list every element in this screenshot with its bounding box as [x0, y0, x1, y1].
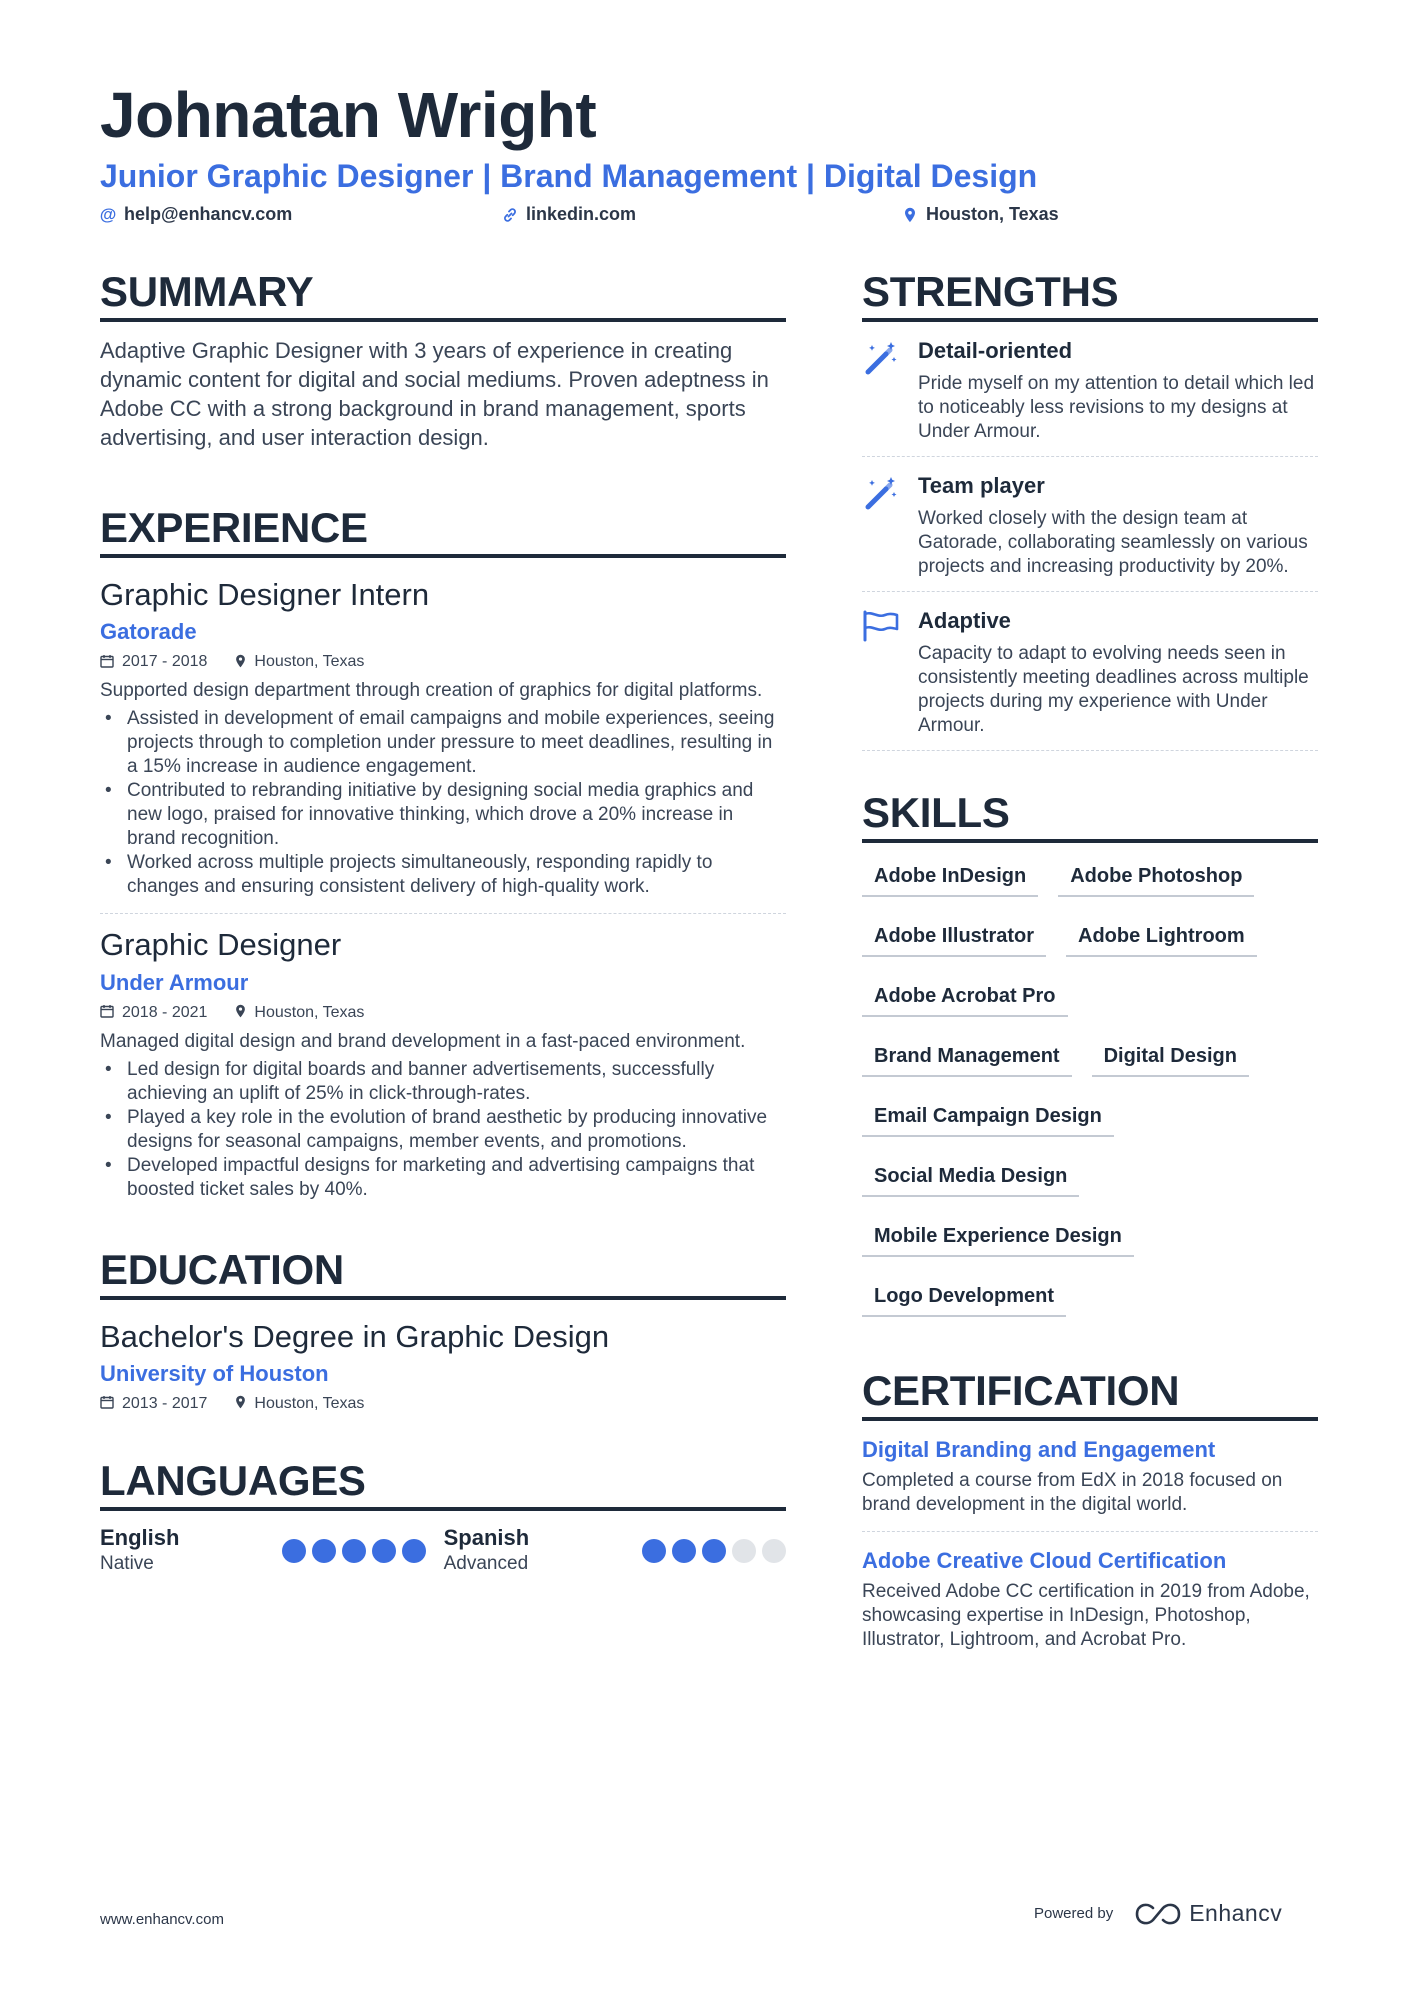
- left-column: [100, 270, 786, 1575]
- skill-tag: Social Media Design: [862, 1157, 1079, 1197]
- job-bullets: [100, 707, 786, 899]
- rating-dot-empty: [762, 1539, 786, 1563]
- job-bullet: • Contributed to rebranding initiative by designing social media graphics and new logo, praised for innovative thinking, which drove a 20% increase in brand recognition.: [100, 779, 786, 851]
- language-name: Spanish: [443, 1524, 530, 1550]
- calendar-icon: [100, 1395, 114, 1412]
- magic-wand-icon: [862, 473, 902, 579]
- job-entry: [100, 576, 786, 914]
- job-description: Managed digital design and brand development in a fast-paced environment.: [100, 1030, 746, 1052]
- language-level: Native: [100, 1552, 154, 1574]
- skill-tag: Email Campaign Design: [862, 1097, 1114, 1137]
- language-item: [100, 1525, 426, 1575]
- job-dates: 2018 - 2021: [122, 1003, 208, 1021]
- candidate-name: Johnatan Wright: [100, 79, 597, 151]
- strength-item: [862, 322, 1318, 457]
- education-location: Houston, Texas: [254, 1394, 365, 1412]
- strength-description: Pride myself on my attention to detail which led to noticeably less revisions to my designs at Under Armour.: [918, 373, 1315, 443]
- experience-heading: EXPERIENCE: [100, 506, 786, 558]
- map-pin-icon: [235, 1004, 246, 1021]
- contact-linkedin[interactable]: [502, 204, 636, 225]
- contact-email[interactable]: [100, 204, 292, 225]
- certification-title: Digital Branding and Engagement: [862, 1437, 1216, 1463]
- skills-heading: SKILLS: [862, 791, 1318, 843]
- skill-tag: Adobe Photoshop: [1058, 857, 1254, 897]
- magic-wand-icon: [862, 338, 902, 444]
- job-bullet: • Developed impactful designs for marketing and advertising campaigns that boosted ticket sales by 40%.: [100, 1154, 786, 1202]
- footer-brand: [1034, 1900, 1282, 1927]
- rating-dot-filled: [342, 1539, 366, 1563]
- job-company: Gatorade: [100, 619, 197, 645]
- education-dates: 2013 - 2017: [122, 1394, 208, 1412]
- education-school: University of Houston: [100, 1360, 329, 1386]
- calendar-icon: [100, 1004, 114, 1021]
- enhancv-logo-icon: [1135, 1902, 1181, 1926]
- job-location: Houston, Texas: [254, 653, 365, 671]
- contact-bar: [100, 204, 1100, 228]
- certification-description: Completed a course from EdX in 2018 focused on brand development in the digital world.: [862, 1470, 1283, 1516]
- strength-item: [862, 592, 1318, 751]
- certification-item: [862, 1532, 1318, 1666]
- footer-website[interactable]: www.enhancv.com: [100, 1911, 224, 1928]
- certification-heading: CERTIFICATION: [862, 1369, 1318, 1421]
- job-dates: 2017 - 2018: [122, 653, 208, 671]
- contact-location: [902, 204, 1059, 225]
- education-degree: Bachelor's Degree in Graphic Design: [100, 1318, 610, 1354]
- rating-dot-filled: [672, 1539, 696, 1563]
- skill-tag: Logo Development: [862, 1277, 1066, 1317]
- certification-title: Adobe Creative Cloud Certification: [862, 1548, 1227, 1574]
- flag-icon: [862, 608, 902, 738]
- strength-title: Adaptive: [918, 608, 1011, 634]
- strength-description: Capacity to adapt to evolving needs seen in consistently meeting deadlines across multiple projects during my experience with Under Armour.: [918, 643, 1309, 737]
- skill-tag: Brand Management: [862, 1037, 1072, 1077]
- skill-tag: Adobe Illustrator: [862, 917, 1046, 957]
- rating-dot-filled: [702, 1539, 726, 1563]
- languages-heading: LANGUAGES: [100, 1459, 786, 1511]
- job-company: Under Armour: [100, 969, 249, 995]
- job-bullet: • Assisted in development of email campaigns and mobile experiences, seeing projects through to completion under pressure to meet deadlines, resulting in a 15% increase in audience engagement.: [100, 707, 786, 779]
- job-meta: [100, 653, 786, 671]
- certification-description: Received Adobe CC certification in 2019 from Adobe, showcasing expertise in InDesign, Photoshop, Illustrator, Lightroom, and Acrobat Pro.: [862, 1581, 1310, 1651]
- location-text: Houston, Texas: [926, 204, 1059, 224]
- skills-list: [862, 857, 1318, 1317]
- job-title: Graphic Designer: [100, 927, 342, 963]
- job-title: Graphic Designer Intern: [100, 577, 430, 613]
- link-icon: [502, 207, 518, 223]
- enhancv-logo[interactable]: [1135, 1900, 1282, 1927]
- job-location: Houston, Texas: [254, 1003, 365, 1021]
- at-icon: @: [99, 204, 117, 224]
- powered-by-text: Powered by: [1034, 1905, 1114, 1922]
- right-column: [862, 270, 1318, 1666]
- job-meta: [100, 1004, 786, 1022]
- skill-tag: Digital Design: [1092, 1037, 1249, 1077]
- linkedin-text: linkedin.com: [526, 204, 637, 224]
- language-name: English: [100, 1524, 180, 1550]
- strength-title: Detail-oriented: [918, 338, 1073, 364]
- job-bullet: • Led design for digital boards and banner advertisements, successfully achieving an uplift of 25% in click-through-rates.: [100, 1058, 786, 1106]
- skill-tag: Adobe InDesign: [862, 857, 1038, 897]
- strength-title: Team player: [918, 473, 1045, 499]
- rating-dot-filled: [312, 1539, 336, 1563]
- job-bullet: • Worked across multiple projects simultaneously, responding rapidly to changes and ensuring consistent delivery of high-quality work.: [100, 851, 786, 899]
- skill-tag: Mobile Experience Design: [862, 1217, 1134, 1257]
- strength-description: Worked closely with the design team at Gatorade, collaborating seamlessly on various projects and increasing productivity by 20%.: [918, 508, 1308, 578]
- language-item: [444, 1525, 786, 1575]
- rating-dot-filled: [402, 1539, 426, 1563]
- education-heading: EDUCATION: [100, 1248, 786, 1300]
- strength-item: [862, 457, 1318, 592]
- job-entry: [100, 926, 786, 1201]
- rating-dot-filled: [282, 1539, 306, 1563]
- job-bullets: [100, 1058, 786, 1202]
- rating-dot-filled: [642, 1539, 666, 1563]
- map-pin-icon: [235, 1395, 246, 1412]
- skill-tag: Adobe Lightroom: [1066, 917, 1257, 957]
- brand-name: Enhancv: [1189, 1900, 1283, 1926]
- education-meta: [100, 1395, 786, 1413]
- language-level: Advanced: [443, 1552, 529, 1574]
- language-rating: [282, 1539, 426, 1563]
- divider: [100, 913, 786, 914]
- map-pin-icon: [235, 654, 246, 671]
- rating-dot-filled: [372, 1539, 396, 1563]
- summary-text: Adaptive Graphic Designer with 3 years of experience in creating dynamic content for digital and social mediums. Proven adeptness in Adobe CC with a strong background in brand management, sports advertising, and user interaction design.: [100, 338, 769, 451]
- candidate-headline: Junior Graphic Designer | Brand Management | Digital Design: [100, 158, 1038, 194]
- map-pin-icon: [902, 207, 918, 223]
- email-text: help@enhancv.com: [124, 204, 293, 224]
- skill-tag: Adobe Acrobat Pro: [862, 977, 1068, 1017]
- rating-dot-empty: [732, 1539, 756, 1563]
- job-bullet: • Played a key role in the evolution of brand aesthetic by producing innovative designs for seasonal campaigns, member events, and promotions.: [100, 1106, 786, 1154]
- certification-item: [862, 1421, 1318, 1532]
- calendar-icon: [100, 654, 114, 671]
- strengths-heading: STRENGTHS: [862, 270, 1318, 322]
- language-rating: [642, 1539, 786, 1563]
- languages-list: [100, 1525, 786, 1575]
- job-description: Supported design department through creation of graphics for digital platforms.: [100, 680, 763, 702]
- summary-heading: SUMMARY: [100, 270, 786, 322]
